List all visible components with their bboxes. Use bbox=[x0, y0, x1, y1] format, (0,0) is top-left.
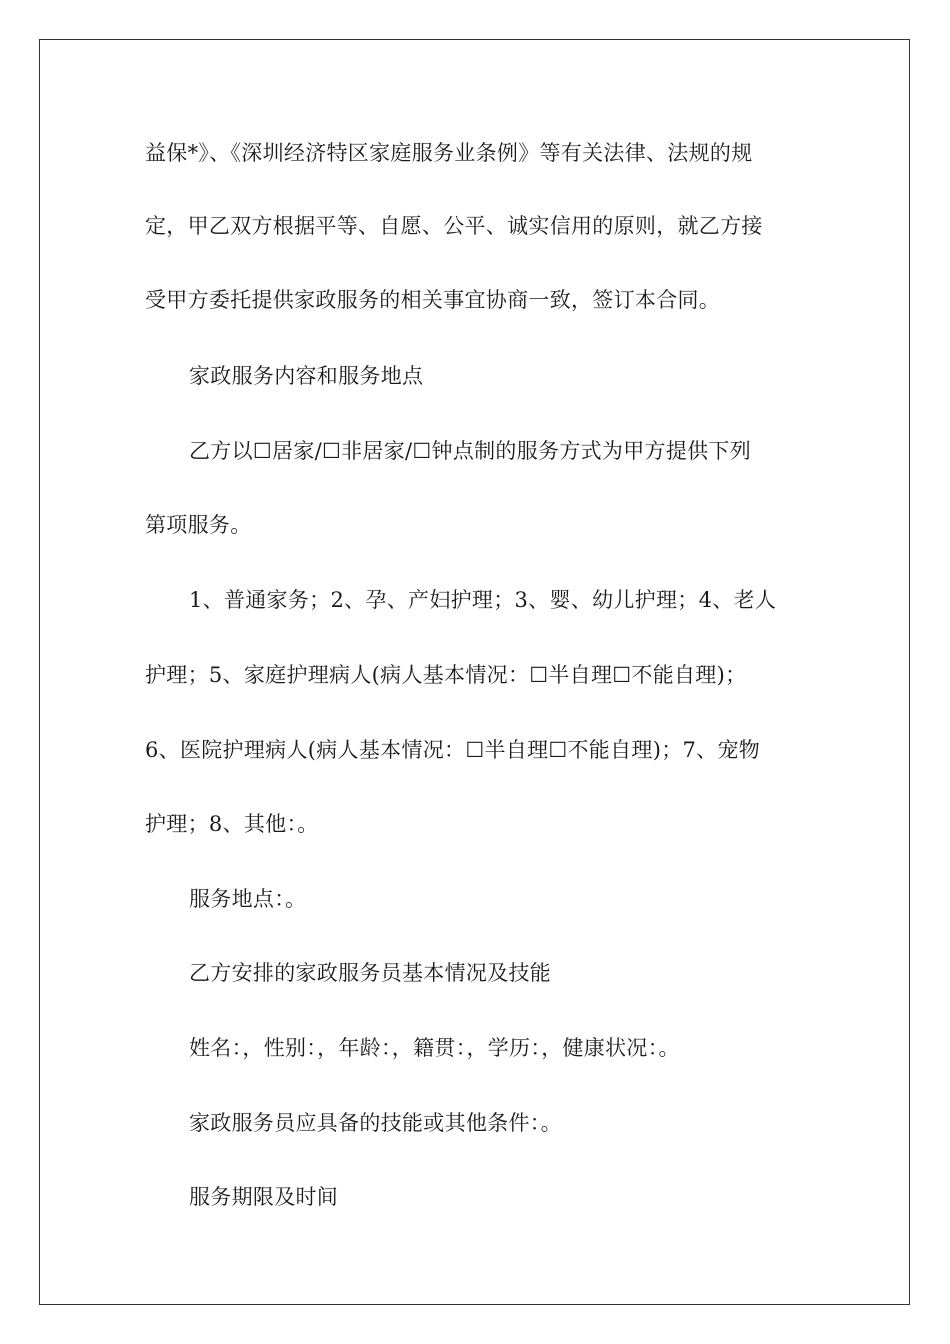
section-heading: 家政服务内容和服务地点 bbox=[189, 364, 424, 388]
text-line: 6、医院护理病人(病人基本情况：☐半自理☐不能自理)；7、宠物 bbox=[145, 738, 761, 762]
text-line: 受甲方委托提供家政服务的相关事宜协商一致，签订本合同。 bbox=[145, 288, 721, 312]
text-line: 服务地点：。 bbox=[189, 887, 307, 911]
text-line: 姓名：，性别：，年龄：，籍贯：，学历：，健康状况：。 bbox=[189, 1036, 680, 1060]
text-line: 护理；8、其他：。 bbox=[145, 812, 319, 836]
text-line: 乙方以☐居家/☐非居家/☐钟点制的服务方式为甲方提供下列 bbox=[189, 439, 752, 463]
text-line: 护理；5、家庭护理病人(病人基本情况：☐半自理☐不能自理)； bbox=[145, 663, 747, 687]
text-line: 第项服务。 bbox=[145, 513, 252, 537]
text-line: 家政服务员应具备的技能或其他条件：。 bbox=[189, 1111, 562, 1135]
section-heading: 乙方安排的家政服务员基本情况及技能 bbox=[189, 961, 552, 985]
section-heading: 服务期限及时间 bbox=[189, 1185, 339, 1209]
text-line: 益保*》、《深圳经济特区家庭服务业条例》等有关法律、法规的规 bbox=[145, 141, 753, 165]
text-line: 定，甲乙双方根据平等、自愿、公平、诚实信用的原则，就乙方接 bbox=[145, 214, 763, 238]
text-line: 1、普通家务；2、孕、产妇护理；3、婴、幼儿护理；4、老人 bbox=[189, 588, 777, 612]
